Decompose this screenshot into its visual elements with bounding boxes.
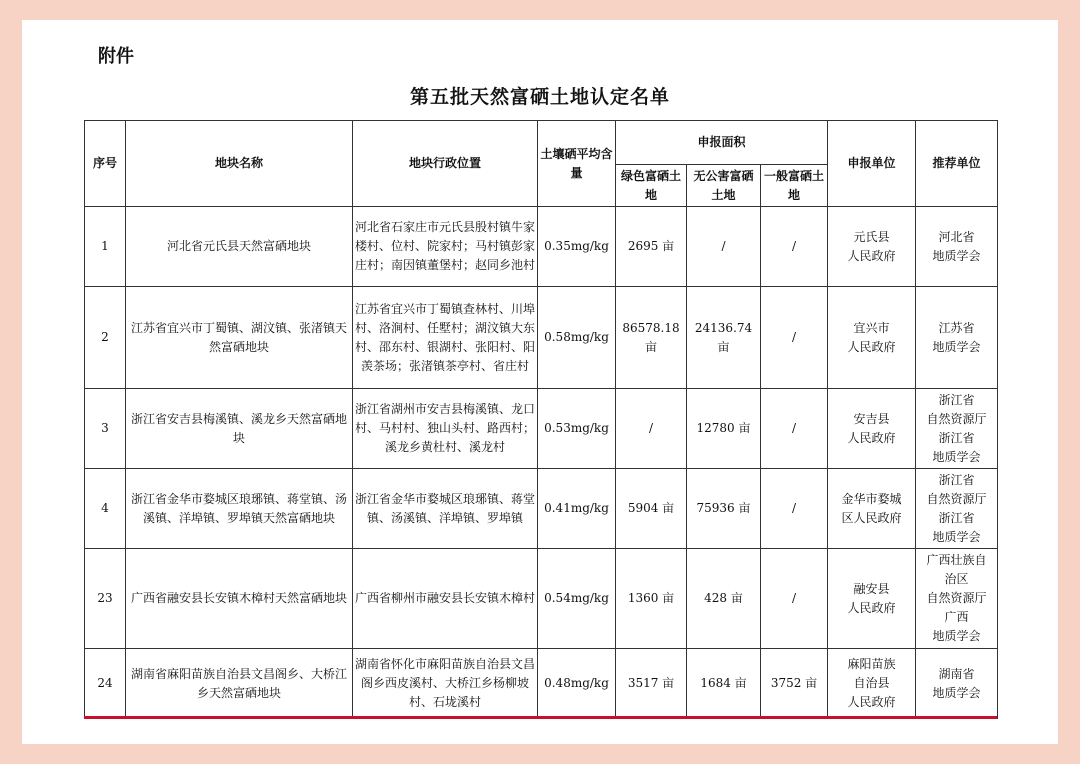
cell-plot-name: 湖南省麻阳苗族自治县文昌阁乡、大桥江乡天然富硒地块 <box>126 649 353 719</box>
cell-green-area: 5904 亩 <box>616 469 687 549</box>
cell-selenium: 0.48mg/kg <box>538 649 616 719</box>
cell-pollution-free-area: 24136.74 亩 <box>687 287 761 389</box>
cell-location: 浙江省金华市婺城区琅琊镇、蒋堂镇、汤溪镇、洋埠镇、罗埠镇 <box>353 469 538 549</box>
cell-green-area: 2695 亩 <box>616 207 687 287</box>
cell-applicant: 金华市婺城 区人民政府 <box>828 469 916 549</box>
cell-applicant: 麻阳苗族 自治县 人民政府 <box>828 649 916 719</box>
selenium-land-table <box>84 120 998 719</box>
cell-recommender: 浙江省 自然资源厅 浙江省 地质学会 <box>916 469 998 549</box>
header-pollution-free: 无公害富硒土地 <box>687 165 761 207</box>
document-page <box>22 20 1058 744</box>
header-name: 地块名称 <box>126 121 353 207</box>
cell-pollution-free-area: 428 亩 <box>687 549 761 649</box>
cell-green-area: / <box>616 389 687 469</box>
header-selenium: 土壤硒平均含量 <box>538 121 616 207</box>
cell-general-area: / <box>761 549 828 649</box>
header-green: 绿色富硒土地 <box>616 165 687 207</box>
cell-green-area: 1360 亩 <box>616 549 687 649</box>
table-row <box>85 549 998 649</box>
header-recommender: 推荐单位 <box>916 121 998 207</box>
cell-seq: 24 <box>85 649 126 719</box>
header-applicant: 申报单位 <box>828 121 916 207</box>
cell-location: 浙江省湖州市安吉县梅溪镇、龙口村、马村村、独山头村、路西村；溪龙乡黄杜村、溪龙村 <box>353 389 538 469</box>
cell-general-area: / <box>761 207 828 287</box>
cell-recommender: 河北省 地质学会 <box>916 207 998 287</box>
table-row <box>85 287 998 389</box>
cell-pollution-free-area: 1684 亩 <box>687 649 761 719</box>
document-title: 第五批天然富硒土地认定名单 <box>409 86 670 108</box>
cell-general-area: / <box>761 389 828 469</box>
cell-location: 河北省石家庄市元氏县殷村镇牛家楼村、位村、院家村；马村镇彭家庄村；南因镇董堡村；赵同乡池村 <box>353 207 538 287</box>
table-row <box>85 469 998 549</box>
cell-plot-name: 江苏省宜兴市丁蜀镇、湖汶镇、张渚镇天然富硒地块 <box>126 287 353 389</box>
cell-seq: 2 <box>85 287 126 389</box>
table-row <box>85 207 998 287</box>
cell-recommender: 湖南省 地质学会 <box>916 649 998 719</box>
cell-seq: 1 <box>85 207 126 287</box>
cell-recommender: 浙江省 自然资源厅 浙江省 地质学会 <box>916 389 998 469</box>
table-row <box>85 649 998 719</box>
cell-selenium: 0.53mg/kg <box>538 389 616 469</box>
header-seq: 序号 <box>85 121 126 207</box>
cell-general-area: / <box>761 287 828 389</box>
cell-location: 江苏省宜兴市丁蜀镇查林村、川埠村、洛涧村、任墅村；湖汶镇大东村、邵东村、银湖村、张阳村、阳羡茶场；张渚镇茶亭村、省庄村 <box>353 287 538 389</box>
cell-general-area: / <box>761 469 828 549</box>
cell-location: 湖南省怀化市麻阳苗族自治县文昌阁乡西皮溪村、大桥江乡杨柳坡村、石垅溪村 <box>353 649 538 719</box>
cell-plot-name: 浙江省金华市婺城区琅琊镇、蒋堂镇、汤溪镇、洋埠镇、罗埠镇天然富硒地块 <box>126 469 353 549</box>
cell-selenium: 0.35mg/kg <box>538 207 616 287</box>
cell-selenium: 0.58mg/kg <box>538 287 616 389</box>
cell-selenium: 0.41mg/kg <box>538 469 616 549</box>
table-body <box>85 207 998 719</box>
cell-green-area: 3517 亩 <box>616 649 687 719</box>
cell-location: 广西省柳州市融安县长安镇木樟村 <box>353 549 538 649</box>
cell-seq: 4 <box>85 469 126 549</box>
cell-pollution-free-area: 75936 亩 <box>687 469 761 549</box>
cell-plot-name: 广西省融安县长安镇木樟村天然富硒地块 <box>126 549 353 649</box>
cell-seq: 23 <box>85 549 126 649</box>
cell-pollution-free-area: / <box>687 207 761 287</box>
header-general: 一般富硒土地 <box>761 165 828 207</box>
cell-recommender: 广西壮族自 治区 自然资源厅 广西 地质学会 <box>916 549 998 649</box>
cell-pollution-free-area: 12780 亩 <box>687 389 761 469</box>
bottom-red-rule <box>84 716 997 719</box>
table-row <box>85 389 998 469</box>
cell-seq: 3 <box>85 389 126 469</box>
attachment-label: 附件 <box>98 46 134 67</box>
cell-recommender: 江苏省 地质学会 <box>916 287 998 389</box>
cell-general-area: 3752 亩 <box>761 649 828 719</box>
cell-applicant: 安吉县 人民政府 <box>828 389 916 469</box>
cell-applicant: 元氏县 人民政府 <box>828 207 916 287</box>
header-area-group: 申报面积 <box>616 121 828 165</box>
cell-plot-name: 浙江省安吉县梅溪镇、溪龙乡天然富硒地块 <box>126 389 353 469</box>
cell-selenium: 0.54mg/kg <box>538 549 616 649</box>
header-location: 地块行政位置 <box>353 121 538 207</box>
cell-green-area: 86578.18 亩 <box>616 287 687 389</box>
cell-applicant: 宜兴市 人民政府 <box>828 287 916 389</box>
header-row-1 <box>85 121 998 165</box>
cell-applicant: 融安县 人民政府 <box>828 549 916 649</box>
cell-plot-name: 河北省元氏县天然富硒地块 <box>126 207 353 287</box>
